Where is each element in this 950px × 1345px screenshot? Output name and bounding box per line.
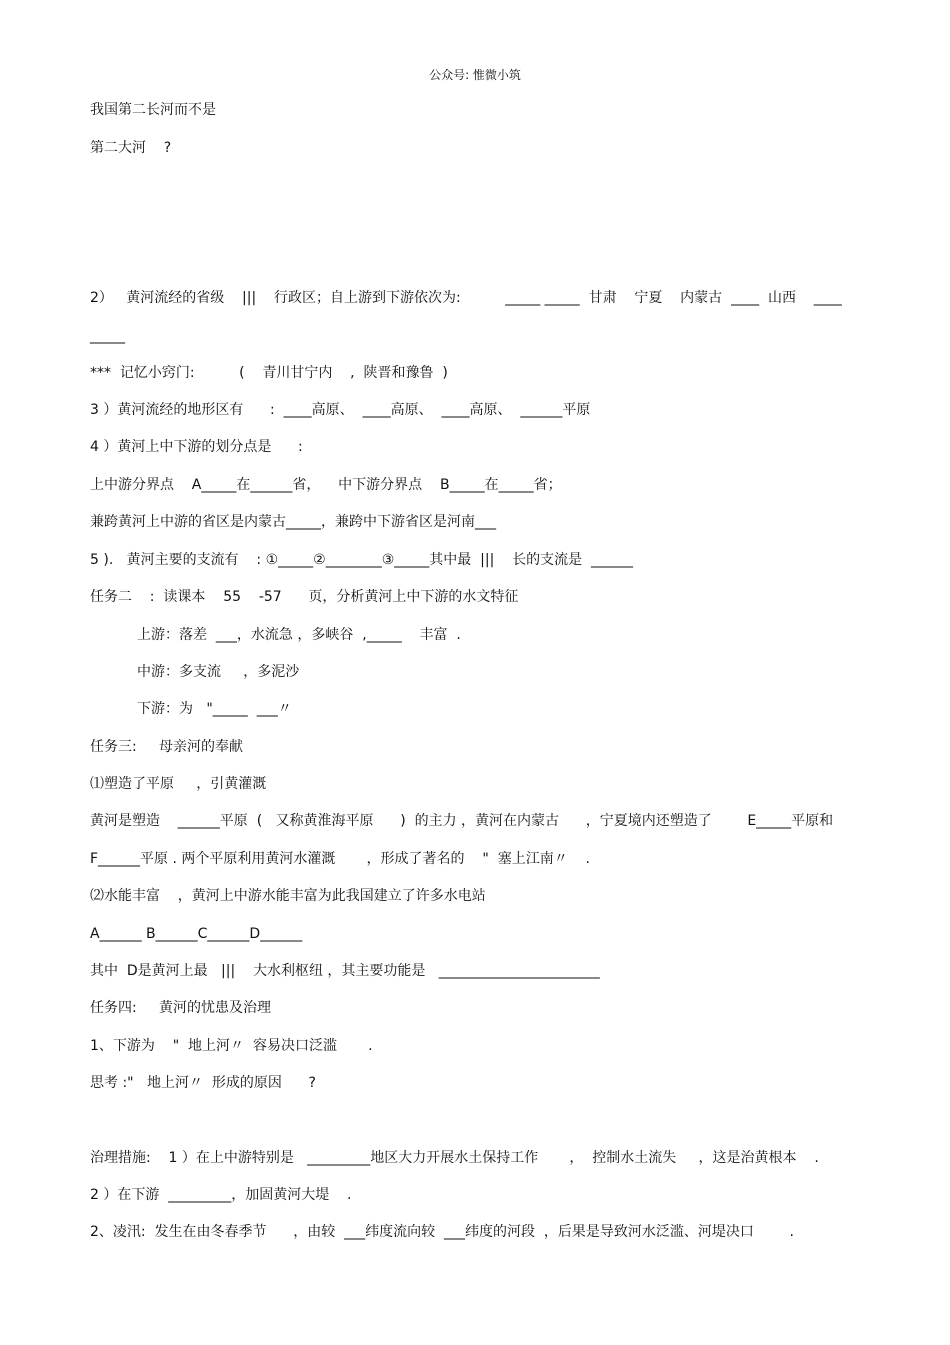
text-line: 1、下游为 " 地上河〃 容易决口泛滥 .	[90, 1038, 373, 1054]
text-line: 2、凌汛: 发生在由冬春季节 ，由较 ___纬度流向较 ___纬度的河段 ，后果是导致河水泛滥、河堤决口 .	[90, 1224, 794, 1240]
text-line: 治理措施: 1 ）在上中游特别是 _________地区大力开展水土保持工作 ， 控制水土流失 ，这是治黄根本 .	[90, 1150, 819, 1166]
text-line: 5 ). 黄河主要的支流有 : ①_____②________③_____其中最 ||| 长的支流是 ______	[90, 552, 633, 568]
text-line: 任务四: 黄河的忧患及治理	[90, 1000, 271, 1016]
text-line: 上中游分界点 A_____在______省， 中下游分界点 B_____在_____省；	[90, 477, 562, 493]
text-line: 下游：为 "_____ ___〃	[137, 701, 292, 717]
page-header: 公众号: 惟微小筑	[429, 68, 521, 82]
text-line: 思考 :" 地上河〃 形成的原因 ?	[90, 1075, 316, 1091]
text-line: 任务二 : 读课本 55 -57 页，分析黄河上中下游的水文特征	[90, 589, 519, 605]
text-line: ⑴塑造了平原 ，引黄灌溉	[90, 776, 267, 792]
text-line: ⑵水能丰富 ，黄河上中游水能丰富为此我国建立了许多水电站	[90, 888, 486, 904]
text-line: 黄河是塑造 ______平原 ( 又称黄淮海平原 ) 的主力 ，黄河在内蒙古 ，宁夏境内还塑造了 E_____平原和	[90, 813, 834, 829]
text-line: 第二大河 ?	[90, 140, 172, 156]
text-line: 2 ）在下游 _________，加固黄河大堤 .	[90, 1187, 352, 1203]
text-line: 上游：落差 ___，水流急 ，多峡谷 ,_____ 丰富 .	[137, 627, 461, 643]
text-line: 4 ）黄河上中下游的划分点是 :	[90, 439, 303, 455]
text-line: 我国第二长河而不是	[90, 102, 216, 118]
text-line: _____	[90, 328, 125, 344]
text-line: 中游：多支流 ，多泥沙	[137, 664, 300, 680]
text-line: 其中 D是黄河上最 ||| 大水利枢纽 ，其主要功能是 _______________________	[90, 963, 600, 979]
text-line: 兼跨黄河上中游的省区是内蒙古_____，兼跨中下游省区是河南___	[90, 514, 496, 530]
text-line: 2） 黄河流经的省级 ||| 行政区；自上游到下游依次为: _____ _____ 甘肃 宁夏 内蒙古 ____ 山西 ____	[90, 290, 842, 306]
text-line: 3 ）黄河流经的地形区有 : ____高原、 ____高原、 ____高原、 ______平原	[90, 402, 591, 418]
text-line: F______平原 . 两个平原利用黄河水灌溉 ，形成了著名的 " 塞上江南〃 .	[90, 851, 590, 867]
text-line: 任务三: 母亲河的奉献	[90, 739, 243, 755]
text-line: A______ B______C______D______	[90, 926, 303, 942]
text-line: *** 记忆小窍门: ( 青川甘宁内 , 陕晋和豫鲁 )	[90, 365, 448, 381]
